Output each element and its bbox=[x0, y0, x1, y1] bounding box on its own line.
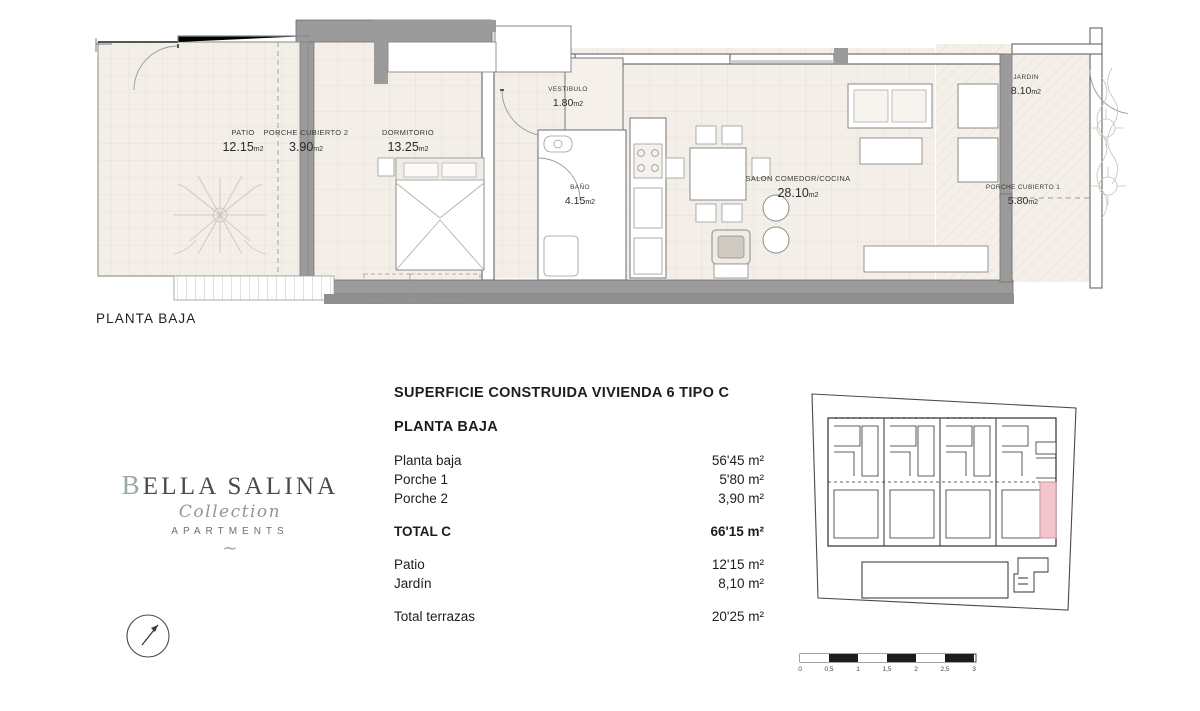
spec-value: 3,90 m² bbox=[718, 491, 764, 506]
site-plan bbox=[800, 386, 1085, 618]
scale-tick: 1 bbox=[856, 666, 860, 673]
room-label-dormitorio: DORMITORIO 13.25m2 bbox=[381, 128, 435, 155]
compass-icon bbox=[124, 612, 172, 660]
room-label-salon-comedor-cocina: SALON COMEDOR/COCINA 28.10m2 bbox=[745, 174, 851, 201]
scale-tick: 0 bbox=[798, 666, 802, 673]
spec-label: Jardín bbox=[394, 576, 432, 591]
room-label-porche-cubierto-1: PORCHE CUBIERTO 1 5.80m2 bbox=[985, 184, 1061, 207]
spec-total-row bbox=[394, 522, 764, 541]
spec-title: SUPERFICIE CONSTRUIDA VIVIENDA 6 TIPO C bbox=[394, 385, 730, 401]
room-label-vestibulo: VESTIBULO 1.80m2 bbox=[548, 86, 588, 109]
scale-tick: 2,5 bbox=[940, 666, 950, 673]
spec-label: Porche 2 bbox=[394, 491, 449, 506]
scale-tick: 1,5 bbox=[882, 666, 892, 673]
brand-rest: ELLA SALINA bbox=[142, 473, 339, 500]
scale-bar bbox=[798, 650, 978, 676]
floor-plan-drawing bbox=[78, 8, 1128, 308]
floor-plan bbox=[78, 8, 1128, 308]
scale-tick: 2 bbox=[914, 666, 918, 673]
room-label-patio: PATIO 12.15m2 bbox=[222, 128, 264, 155]
scale-tick: 3 bbox=[972, 666, 976, 673]
brand-script: Collection bbox=[178, 502, 282, 522]
room-label-porche-cubierto-2: PORCHE CUBIERTO 2 3.90m2 bbox=[263, 128, 349, 155]
spec-total-label: TOTAL C bbox=[394, 524, 451, 539]
highlighted-unit bbox=[1040, 482, 1056, 538]
plan-caption: PLANTA BAJA bbox=[96, 311, 197, 326]
room-label-jardin: JARDIN 8.10m2 bbox=[1010, 74, 1042, 97]
spec-subtitle: PLANTA BAJA bbox=[394, 419, 498, 435]
surface-area-spec bbox=[394, 385, 764, 626]
spec-value: 56'45 m² bbox=[711, 453, 764, 468]
spec-value: 8,10 m² bbox=[718, 576, 764, 591]
squiggle-icon: ∼ bbox=[222, 538, 238, 558]
spec-value: 12'15 m² bbox=[711, 557, 764, 572]
spec-label: Patio bbox=[394, 557, 425, 572]
spec-row bbox=[394, 489, 764, 508]
brand-name bbox=[120, 470, 340, 501]
scale-bar-graphic bbox=[798, 650, 978, 666]
room-label-bano: BAÑO 4.15m2 bbox=[564, 184, 596, 207]
spec-row bbox=[394, 451, 764, 470]
spec-row bbox=[394, 574, 764, 593]
scale-bar-ticks bbox=[798, 666, 978, 676]
spec-value: 5'80 m² bbox=[719, 472, 764, 487]
brand-initial: B bbox=[121, 470, 143, 500]
brand-tagline: APARTMENTS bbox=[171, 526, 289, 537]
spec-row bbox=[394, 470, 764, 489]
spec-label: Planta baja bbox=[394, 453, 462, 468]
spec-row bbox=[394, 555, 764, 574]
brand-logo bbox=[120, 470, 340, 557]
spec-total-terraces-row bbox=[394, 607, 764, 626]
spec-total-value: 66'15 m² bbox=[710, 524, 764, 539]
scale-tick: 0,5 bbox=[824, 666, 834, 673]
spec-label: Total terrazas bbox=[394, 609, 476, 624]
spec-value: 20'25 m² bbox=[711, 609, 764, 624]
spec-label: Porche 1 bbox=[394, 472, 449, 487]
